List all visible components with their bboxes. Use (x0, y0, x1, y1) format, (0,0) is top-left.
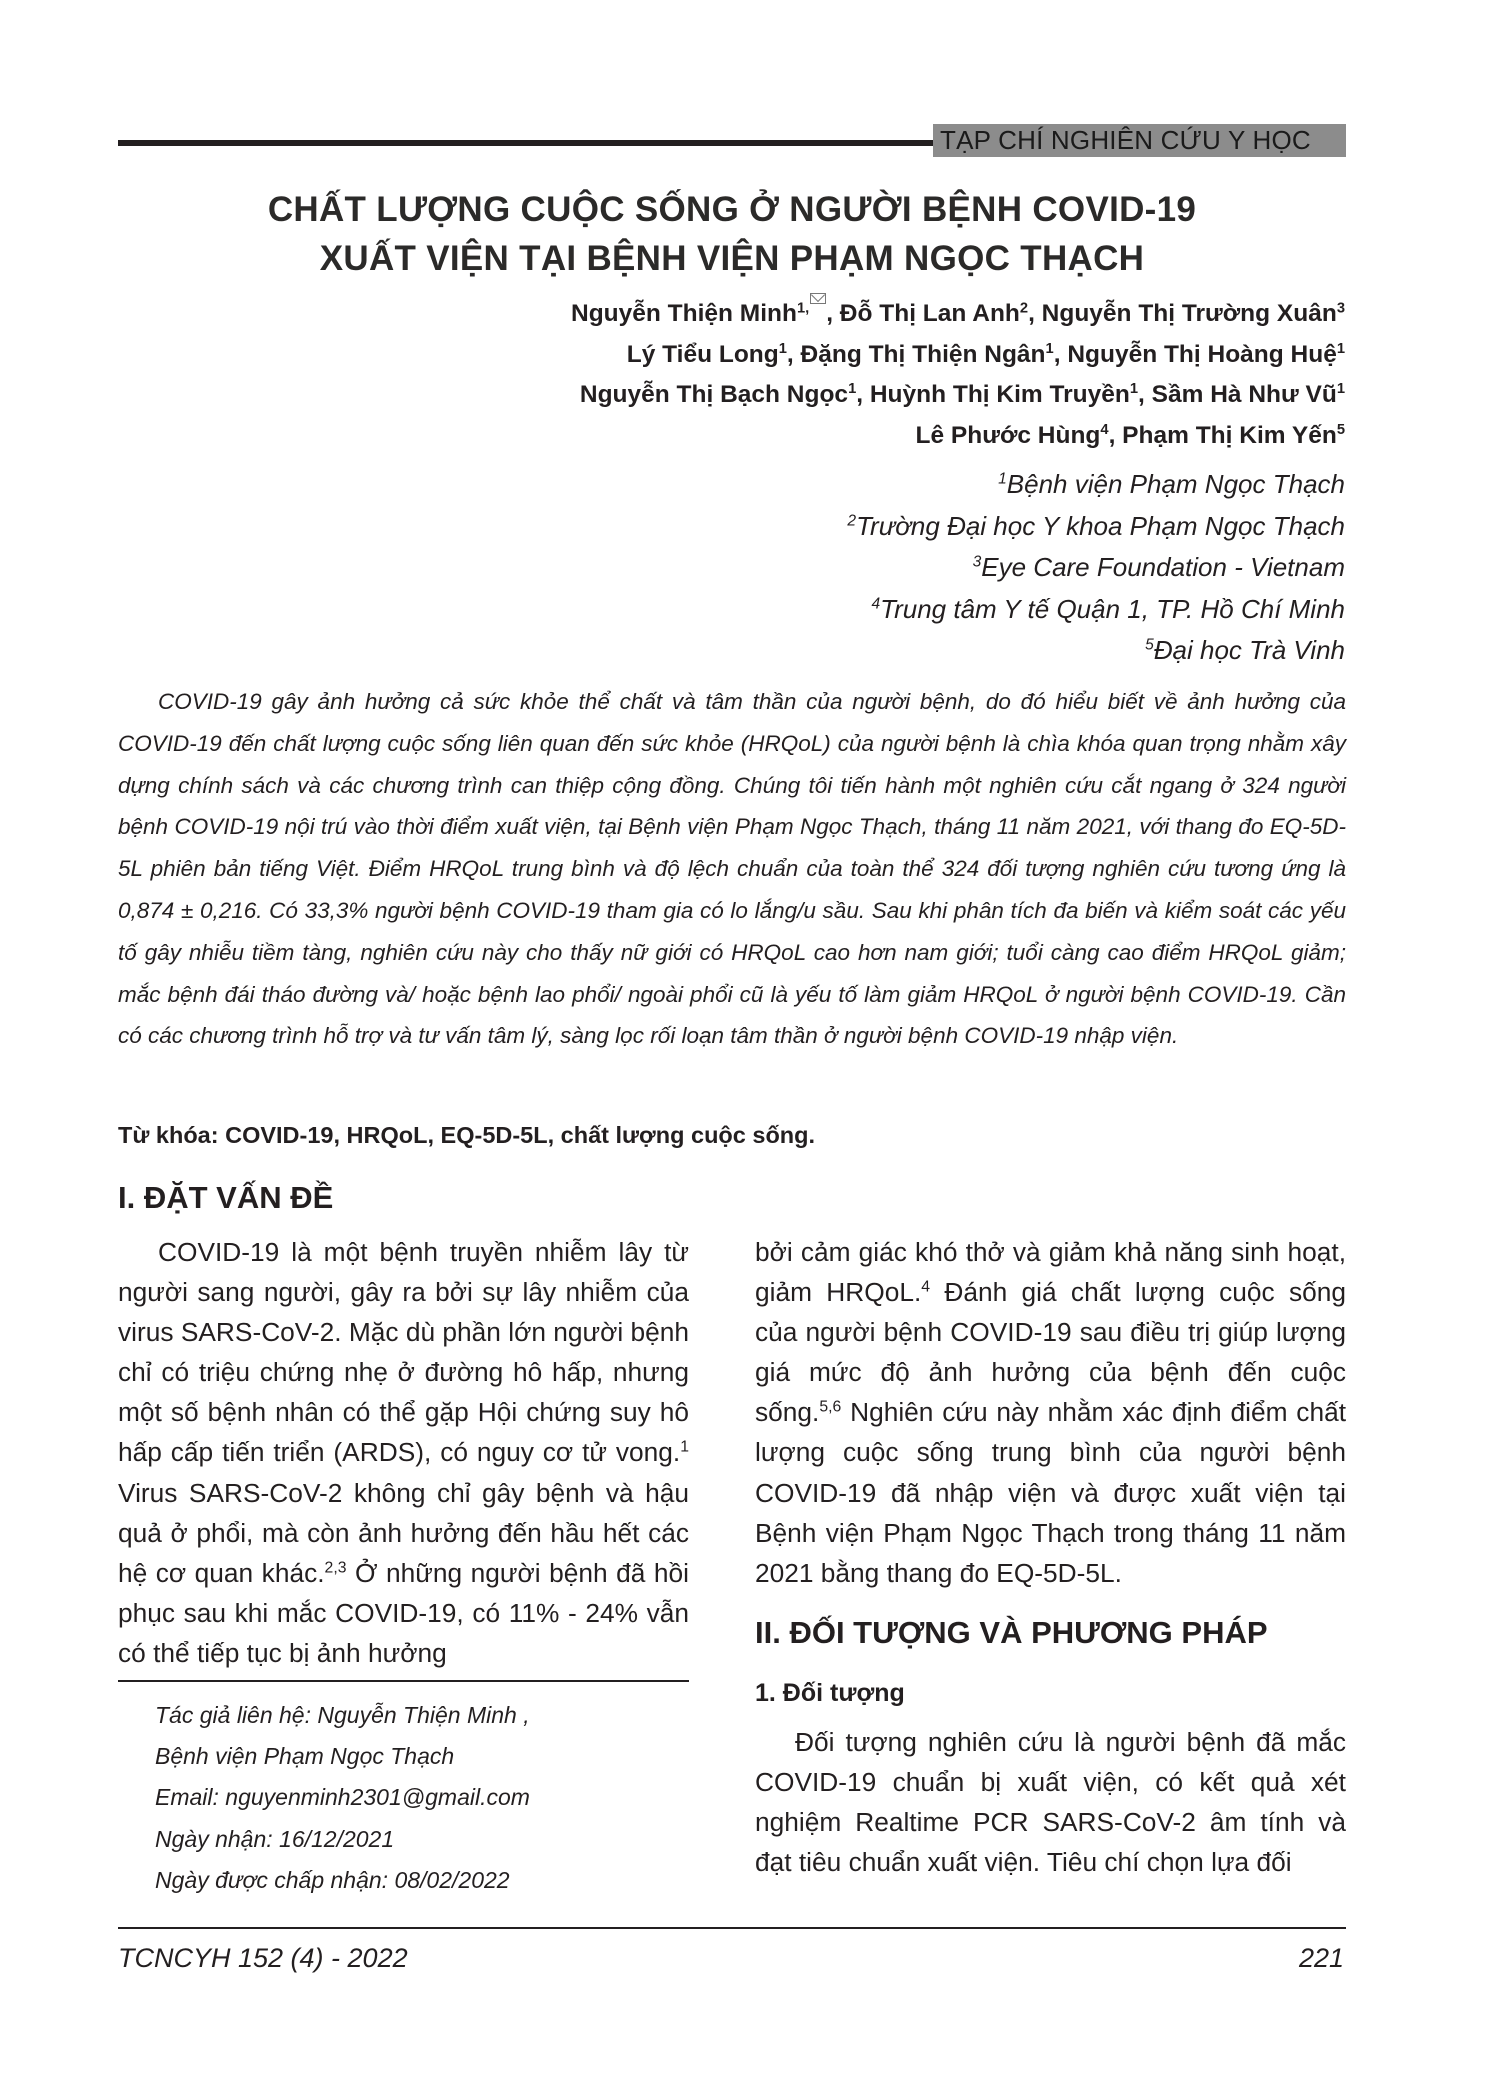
author-name: Lê Phước Hùng (915, 421, 1101, 449)
author-name: , Huỳnh Thị Kim Truyền (856, 381, 1130, 409)
affiliation-text: Bệnh viện Phạm Ngọc Thạch (1006, 469, 1345, 499)
citation: 4 (921, 1278, 931, 1296)
author-sup: 5 (1336, 421, 1345, 438)
author-sup: 2 (1019, 300, 1029, 317)
intro-text: Nghiên cứu này nhằm xác định điểm chất lượng cuộc sống trung bình của người bệnh COVID-19 đã nhập viện và được xuất viện tại Bệnh viện Phạm Ngọc Thạch trong tháng 11 năm 2021 bằng thang đo EQ-5D-5L. (755, 1397, 1346, 1588)
author-sup: 1 (1129, 381, 1139, 398)
keywords: Từ khóa: COVID-19, HRQoL, EQ-5D-5L, chất lượng cuộc sống. (118, 1122, 816, 1148)
citation: 1 (680, 1439, 689, 1457)
author-sup: 1 (1336, 381, 1345, 398)
author-sup: 1 (1336, 340, 1345, 357)
right-column (755, 1232, 1346, 1593)
envelope-icon (810, 293, 826, 304)
affiliation-text: Trường Đại học Y khoa Phạm Ngọc Thạch (856, 510, 1345, 541)
citation: 5,6 (819, 1398, 842, 1416)
author-name: , Sầm Hà Như Vũ (1138, 381, 1337, 409)
author-name: Nguyễn Thị Bạch Ngọc (579, 381, 849, 409)
affiliation-text: Eye Care Foundation - Vietnam (981, 552, 1345, 582)
affiliation-sup: 1 (998, 470, 1007, 488)
methods-paragraph: Đối tượng nghiên cứu là người bệnh đã mắc COVID-19 chuẩn bị xuất viện, có kết quả xét nghiệm Realtime PCR SARS-CoV-2 âm tính và đạt tiêu chuẩn xuất viện. Tiêu chí chọn lựa đối (755, 1727, 1346, 1878)
author-name: , Nguyễn Thị Hoàng Huệ (1053, 340, 1337, 368)
footnote-line: Ngày được chấp nhận: 08/02/2022 (155, 1866, 510, 1893)
footnote-rule (118, 1680, 689, 1682)
author-sup: 1 (848, 381, 857, 398)
journal-name: TẠP CHÍ NGHIÊN CỨU Y HỌC (933, 124, 1346, 157)
affiliation-text: Trung tâm Y tế Quận 1, TP. Hồ Chí Minh (880, 593, 1345, 624)
affiliation-sup: 2 (847, 512, 857, 530)
citation: 2,3 (324, 1559, 347, 1577)
intro-text: Virus SARS-CoV-2 không chỉ gây bệnh và hậu quả ở phổi, mà còn ảnh hưởng đến hầu hết các hệ cơ quan khác. (118, 1477, 689, 1588)
author-line-3 (571, 375, 1345, 416)
intro-text: Ở những người bệnh đã hồi phục sau khi mắc COVID-19, có 11% - 24% vẫn có thể tiếp tục bị ảnh hưởng (118, 1557, 689, 1668)
correspondence-footnote (155, 1695, 530, 1901)
abstract: COVID-19 gây ảnh hưởng cả sức khỏe thể chất và tâm thần của người bệnh, do đó hiểu biết về ảnh hưởng của COVID-19 đến chất lượng cuộc sống liên quan đến sức khỏe (HRQoL) của người bệnh là chìa khóa quan trọng nhằm xây dựng chính sách và các chương trình can thiệp cộng đồng. Chúng tôi tiến hành một nghiên cứu cắt ngang ở 324 người bệnh COVID-19 nội trú vào thời điểm xuất viện, tại Bệnh viện Phạm Ngọc Thạch, tháng 11 năm 2021, với thang đo EQ-5D-5L phiên bản tiếng Việt. Điểm HRQoL trung bình và độ lệch chuẩn của toàn thể 324 đối tượng nghiên cứu tương ứng là 0,874 ± 0,216. Có 33,3% người bệnh COVID-19 tham gia có lo lắng/u sầu. Sau khi phân tích đa biến và kiểm soát các yếu tố gây nhiễu tiềm tàng, nghiên cứu này cho thấy nữ giới có HRQoL cao hơn nam giới; tuổi càng cao điểm HRQoL giảm; mắc bệnh đái tháo đường và/ hoặc bệnh lao phổi/ ngoài phổi cũ là yếu tố làm giảm HRQoL ở người bệnh COVID-19. Cần có các chương trình hỗ trợ và tư vấn tâm lý, sàng lọc rối loạn tâm thần ở người bệnh COVID-19 nhập viện. (118, 689, 1346, 1049)
affiliation-text: Đại học Trà Vinh (1153, 635, 1345, 665)
author-list (571, 293, 1345, 456)
section-heading-intro: I. ĐẶT VẤN ĐỀ (118, 1180, 334, 1215)
journal-issue: TCNCYH 152 (4) - 2022 (118, 1943, 408, 1973)
intro-text: COVID-19 là một bệnh truyền nhiễm lây từ người sang người, gây ra bởi sự lây nhiễm của virus SARS-CoV-2. Mặc dù phần lớn người bệnh chỉ có triệu chứng nhẹ ở đường hô hấp, nhưng một số bệnh nhân có thể gặp Hội chứng suy hô hấp cấp tiến triển (ARDS), có nguy cơ tử vong. (118, 1237, 690, 1468)
footnote-line: Tác giả liên hệ: Nguyễn Thiện Minh , (155, 1702, 530, 1728)
left-column (118, 1232, 689, 1673)
author-sup: 1 (778, 340, 787, 357)
author-sup: 4 (1100, 421, 1109, 438)
footnote-line: Email: nguyenminh2301@gmail.com (155, 1784, 530, 1811)
author-name: Nguyễn Thiện Minh (571, 300, 797, 328)
affiliation-sup: 5 (1145, 636, 1154, 654)
affiliation-list (847, 464, 1345, 672)
intro-text: bởi cảm giác khó thở và giảm khả năng sinh hoạt, giảm HRQoL. (755, 1237, 1346, 1308)
author-line-2 (571, 335, 1345, 376)
author-name: , Đặng Thị Thiện Ngân (786, 340, 1046, 368)
section-heading-methods: II. ĐỐI TƯỢNG VÀ PHƯƠNG PHÁP (755, 1615, 1268, 1650)
affiliation-item (847, 506, 1345, 548)
methods-column (755, 1722, 1346, 1882)
affiliation-item (847, 547, 1345, 589)
author-name: , Phạm Thị Kim Yến (1108, 421, 1337, 449)
intro-paragraph (118, 1232, 689, 1673)
author-name: , Nguyễn Thị Trường Xuân (1028, 300, 1337, 328)
author-name: , Đỗ Thị Lan Anh (826, 300, 1020, 328)
page-number: 221 (1298, 1943, 1344, 1973)
footnote-line: Ngày nhận: 16/12/2021 (155, 1825, 395, 1852)
footer-rule (118, 1927, 1346, 1929)
affiliation-item (847, 630, 1345, 672)
title-line-2: XUẤT VIỆN TẠI BỆNH VIỆN PHẠM NGỌC THẠCH (319, 239, 1145, 278)
affiliation-sup: 3 (972, 553, 982, 571)
affiliation-item (847, 589, 1345, 631)
footnote-line: Bệnh viện Phạm Ngọc Thạch (155, 1743, 455, 1770)
author-line-4 (571, 416, 1345, 457)
author-name: Lý Tiểu Long (626, 340, 779, 368)
header-rule (118, 140, 933, 146)
affiliation-item (847, 464, 1345, 506)
author-sup: 1, (796, 300, 810, 317)
author-sup: 1 (1045, 340, 1054, 357)
author-sup: 3 (1336, 300, 1345, 317)
intro-text: Đánh giá chất lượng cuộc sống của người bệnh COVID-19 sau điều trị giúp lượng giá mức độ ảnh hưởng của bệnh đến cuộc sống. (755, 1277, 1347, 1428)
subsection-heading-subjects: 1. Đối tượng (755, 1679, 905, 1707)
affiliation-sup: 4 (871, 595, 881, 613)
article-title (118, 185, 1346, 283)
intro-continuation (755, 1232, 1346, 1593)
author-line-1 (571, 293, 1345, 335)
title-line-1: CHẤT LƯỢNG CUỘC SỐNG Ở NGƯỜI BỆNH COVID-19 (267, 190, 1197, 229)
